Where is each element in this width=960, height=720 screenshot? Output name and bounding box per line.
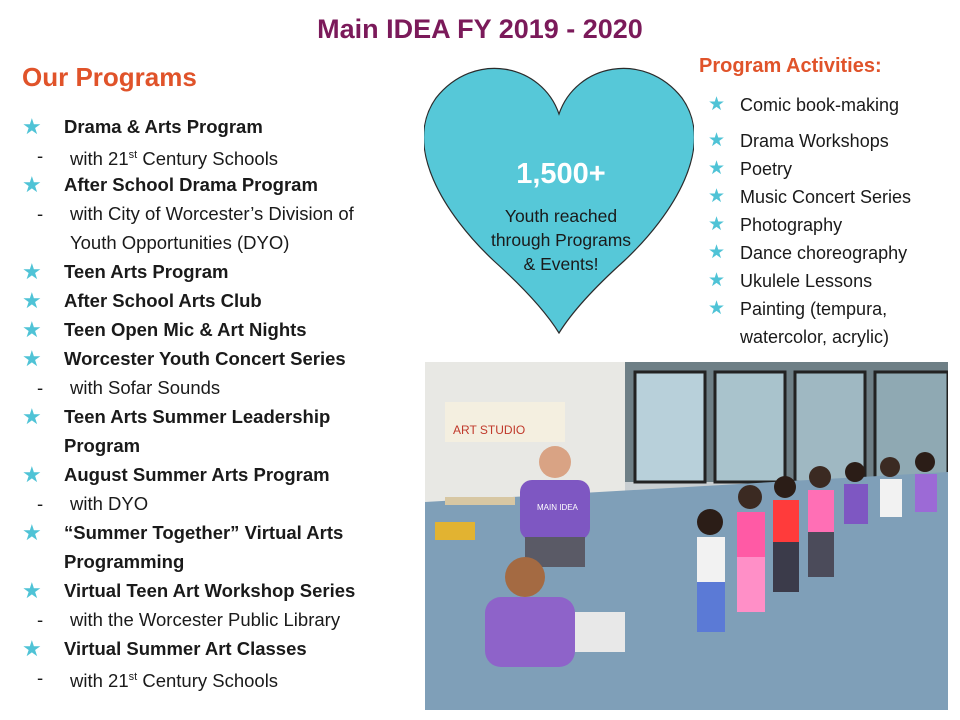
- program-item: [22, 460, 407, 489]
- star-icon: ★: [22, 636, 42, 661]
- activity-item: [708, 295, 958, 323]
- program-item: [22, 518, 407, 547]
- star-icon: ★: [708, 94, 726, 115]
- program-text: Youth Opportunities (DYO): [70, 232, 290, 253]
- star-icon: ★: [22, 317, 42, 342]
- activity-text: Ukulele Lessons: [740, 271, 873, 291]
- activity-text: Poetry: [740, 159, 793, 179]
- program-text: Worcester Youth Concert Series: [64, 348, 346, 369]
- activity-item: [708, 183, 958, 211]
- program-item: [22, 663, 407, 692]
- program-text-part: Century Schools: [137, 670, 279, 692]
- activity-text: Photography: [740, 215, 843, 235]
- star-icon: ★: [22, 259, 42, 284]
- program-text: After School Arts Club: [64, 290, 262, 311]
- program-item: [22, 228, 407, 257]
- program-item: [22, 373, 407, 402]
- program-text: with Sofar Sounds: [70, 377, 221, 398]
- program-text: After School Drama Program: [64, 174, 318, 195]
- star-icon: ★: [708, 186, 726, 207]
- activity-item: [708, 267, 958, 295]
- star-icon: ★: [708, 298, 726, 319]
- program-text: Teen Arts Program: [64, 261, 229, 282]
- activity-text: Music Concert Series: [740, 187, 912, 207]
- program-text: Program: [64, 435, 141, 456]
- activity-text: Comic book-making: [740, 95, 900, 115]
- activity-item: [708, 155, 958, 183]
- stat-caption-line: through Programs: [490, 230, 632, 250]
- activity-text: watercolor, acrylic): [740, 327, 890, 347]
- activities-heading: Program Activities:: [699, 55, 882, 77]
- program-text: Teen Arts Summer Leadership: [64, 406, 331, 427]
- program-text: Teen Open Mic & Art Nights: [64, 319, 307, 340]
- list-spacer: [708, 119, 958, 127]
- program-text: [70, 663, 278, 695]
- activity-text: Dance choreography: [740, 243, 908, 263]
- activity-text: Drama Workshops: [740, 131, 889, 151]
- star-icon: ★: [22, 346, 42, 371]
- star-icon: ★: [22, 114, 42, 139]
- program-text: Virtual Teen Art Workshop Series: [64, 580, 356, 601]
- program-text-sup: st: [128, 671, 138, 683]
- dance-class-photo: [425, 362, 948, 710]
- program-item: [22, 112, 407, 141]
- program-text: Programming: [64, 551, 185, 572]
- star-icon: ★: [22, 172, 42, 197]
- program-item: [22, 576, 407, 605]
- program-text: with City of Worcester’s Division of: [70, 203, 354, 224]
- program-item: [22, 141, 407, 170]
- program-item: [22, 344, 407, 373]
- star-icon: ★: [708, 158, 726, 179]
- program-text: August Summer Arts Program: [64, 464, 330, 485]
- program-item: [22, 634, 407, 663]
- program-item: [22, 315, 407, 344]
- dash-bullet: -: [37, 667, 44, 688]
- shirt-text: MAIN IDEA: [537, 503, 578, 512]
- star-icon: ★: [708, 214, 726, 235]
- program-text-part: with 21: [70, 670, 129, 692]
- star-icon: ★: [708, 270, 726, 291]
- stat-caption-line: & Events!: [523, 254, 599, 274]
- program-item: [22, 402, 407, 431]
- slide-title: Main IDEA FY 2019 - 2020: [317, 14, 643, 44]
- stat-number: 1,500+: [516, 158, 606, 190]
- programs-list: [22, 112, 407, 692]
- star-icon: ★: [708, 242, 726, 263]
- star-icon: ★: [22, 462, 42, 487]
- activity-item: [708, 239, 958, 267]
- stat-caption: [476, 204, 646, 276]
- program-text: with DYO: [70, 493, 149, 514]
- program-item: [22, 286, 407, 315]
- star-icon: ★: [22, 520, 42, 545]
- program-text: Drama & Arts Program: [64, 116, 263, 137]
- dash-bullet: -: [37, 145, 44, 166]
- dash-bullet: -: [37, 493, 44, 514]
- art-studio-sign: ART STUDIO: [453, 423, 526, 437]
- star-icon: ★: [708, 130, 726, 151]
- star-icon: ★: [22, 578, 42, 603]
- dash-bullet: -: [37, 203, 44, 224]
- stat-caption-line: Youth reached: [504, 206, 618, 226]
- program-photo: [425, 362, 948, 710]
- star-icon: ★: [22, 404, 42, 429]
- star-icon: ★: [22, 288, 42, 313]
- program-text-part: Century Schools: [137, 148, 279, 170]
- program-item: [22, 489, 407, 518]
- activities-list: [708, 91, 958, 351]
- program-text: with the Worcester Public Library: [70, 609, 341, 630]
- stat-heart: [424, 56, 694, 336]
- program-item: [22, 431, 407, 460]
- activity-item: [708, 91, 958, 119]
- heart-icon: [424, 56, 694, 336]
- activity-text: Painting (tempura,: [740, 299, 888, 319]
- program-text-sup: st: [128, 149, 138, 161]
- program-text-part: with 21: [70, 148, 129, 170]
- dash-bullet: -: [37, 377, 44, 398]
- activity-item: [708, 127, 958, 155]
- program-item: [22, 257, 407, 286]
- dash-bullet: -: [37, 609, 44, 630]
- activity-item: [708, 211, 958, 239]
- program-item: [22, 170, 407, 199]
- program-item: [22, 605, 407, 634]
- program-item: [22, 199, 407, 228]
- activity-item: [708, 323, 958, 351]
- program-text: [70, 141, 278, 173]
- program-text: “Summer Together” Virtual Arts: [64, 522, 344, 543]
- programs-heading: Our Programs: [22, 62, 197, 92]
- program-item: [22, 547, 407, 576]
- program-text: Virtual Summer Art Classes: [64, 638, 307, 659]
